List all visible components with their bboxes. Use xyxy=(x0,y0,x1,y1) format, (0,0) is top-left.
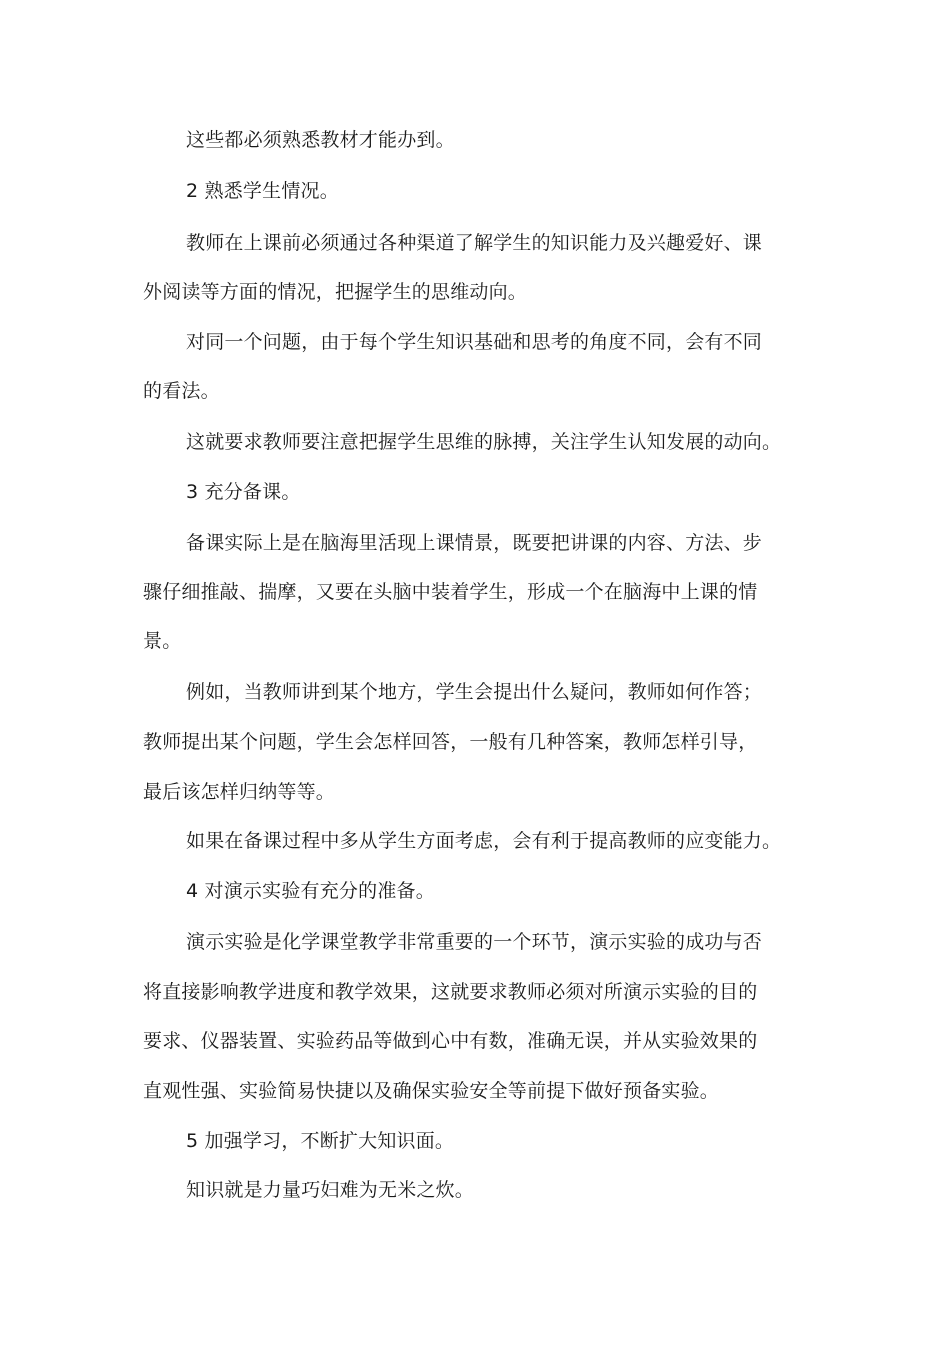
text-line: 演示实验是化学课堂教学非常重要的一个环节，演示实验的成功与否 xyxy=(186,931,763,953)
text-line: 将直接影响教学进度和教学效果，这就要求教师必须对所演示实验的目的 xyxy=(143,981,758,1003)
text-line: 对同一个问题，由于每个学生知识基础和思考的角度不同，会有不同 xyxy=(186,331,763,353)
text-line: 教师在上课前必须通过各种渠道了解学生的知识能力及兴趣爱好、课 xyxy=(186,232,763,254)
text-line: 这就要求教师要注意把握学生思维的脉搏，关注学生认知发展的动向。 xyxy=(186,431,782,453)
text-line: 知识就是力量巧妇难为无米之炊。 xyxy=(186,1179,475,1201)
text-line: 景。 xyxy=(143,630,182,652)
section-heading: 2 熟悉学生情况。 xyxy=(186,180,339,202)
text-line: 备课实际上是在脑海里活现上课情景，既要把讲课的内容、方法、步 xyxy=(186,532,763,554)
text-line: 直观性强、实验简易快捷以及确保实验安全等前提下做好预备实验。 xyxy=(143,1080,720,1102)
text-line: 教师提出某个问题，学生会怎样回答，一般有几种答案，教师怎样引导， xyxy=(143,731,758,753)
section-heading: 4 对演示实验有充分的准备。 xyxy=(186,880,435,902)
text-line: 例如，当教师讲到某个地方，学生会提出什么疑问，教师如何作答； xyxy=(186,681,763,703)
text-line: 的看法。 xyxy=(143,380,220,402)
section-heading: 5 加强学习，不断扩大知识面。 xyxy=(186,1130,455,1152)
text-line: 这些都必须熟悉教材才能办到。 xyxy=(186,129,455,151)
section-heading: 3 充分备课。 xyxy=(186,481,301,503)
text-line: 要求、仪器装置、实验药品等做到心中有数，准确无误，并从实验效果的 xyxy=(143,1030,758,1052)
text-line: 最后该怎样归纳等等。 xyxy=(143,781,336,803)
text-line: 如果在备课过程中多从学生方面考虑，会有利于提高教师的应变能力。 xyxy=(186,830,782,852)
text-line: 骤仔细推敲、揣摩，又要在头脑中装着学生，形成一个在脑海中上课的情 xyxy=(143,581,758,603)
text-line: 外阅读等方面的情况，把握学生的思维动向。 xyxy=(143,281,528,303)
